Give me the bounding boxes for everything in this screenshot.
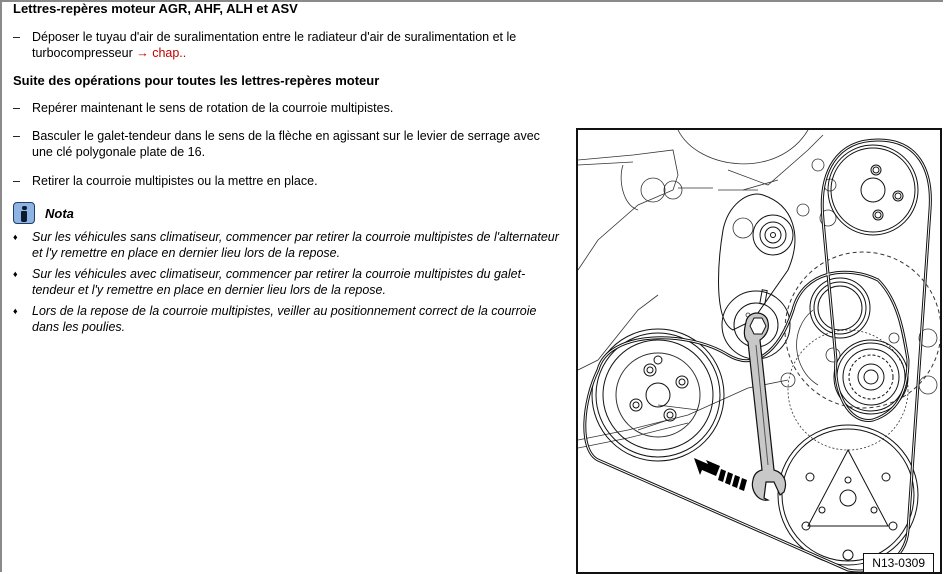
figure-reference-label: N13-0309 bbox=[863, 553, 934, 574]
step-text: Repérer maintenant le sens de rotation de la courroie multipistes. bbox=[32, 101, 394, 115]
direction-arrow-icon bbox=[694, 458, 747, 491]
section-heading-engine-codes: Lettres-repères moteur AGR, AHF, ALH et ASV bbox=[13, 1, 298, 16]
diamond-bullet-icon: ♦ bbox=[13, 232, 18, 242]
step-swing-tensioner bbox=[13, 128, 563, 160]
chapter-link[interactable]: → chap.. bbox=[136, 46, 187, 60]
nota-text: Sur les véhicules avec climatiseur, commencer par retirer la courroie multipistes du galet-tendeur et l'y remettre en place en dernier lieu lors de la repose. bbox=[32, 267, 526, 297]
diamond-bullet-icon: ♦ bbox=[13, 306, 18, 316]
step-text: Déposer le tuyau d'air de suralimentation entre le radiateur d'air de suralimentation et le turbocompresseur bbox=[32, 30, 517, 60]
diamond-bullet-icon: ♦ bbox=[13, 269, 18, 279]
belt-drive-figure bbox=[576, 128, 942, 574]
nota-text: Lors de la repose de la courroie multipistes, veiller au positionnement correct de la courroie dans les poulies. bbox=[32, 304, 537, 334]
dash-marker: – bbox=[13, 129, 20, 143]
step-text: Basculer le galet-tendeur dans le sens de la flèche en agissant sur le levier de serrage avec une clé polygonale plate de 16. bbox=[32, 129, 540, 159]
dash-marker: – bbox=[13, 101, 20, 115]
step-remove-belt bbox=[13, 173, 563, 189]
nota-text: Sur les véhicules sans climatiseur, commencer par retirer la courroie multipistes de l'alternateur et l'y remettre en place en dernier lieu lors de la repose. bbox=[32, 230, 559, 260]
nota-item bbox=[13, 266, 561, 298]
nota-item bbox=[13, 229, 561, 261]
section-heading-all-engines: Suite des opérations pour toutes les lettres-repères moteur bbox=[13, 73, 380, 88]
step-mark-rotation bbox=[13, 100, 563, 116]
step-text: Retirer la courroie multipistes ou la mettre en place. bbox=[32, 174, 318, 188]
nota-label: Nota bbox=[45, 205, 74, 221]
nota-item bbox=[13, 303, 561, 335]
dash-marker: – bbox=[13, 30, 20, 44]
nota-header bbox=[13, 201, 74, 225]
dash-marker: – bbox=[13, 174, 20, 188]
belt-drive-diagram bbox=[578, 130, 940, 572]
step-remove-charge-air-pipe bbox=[13, 29, 563, 61]
info-icon bbox=[13, 202, 35, 224]
